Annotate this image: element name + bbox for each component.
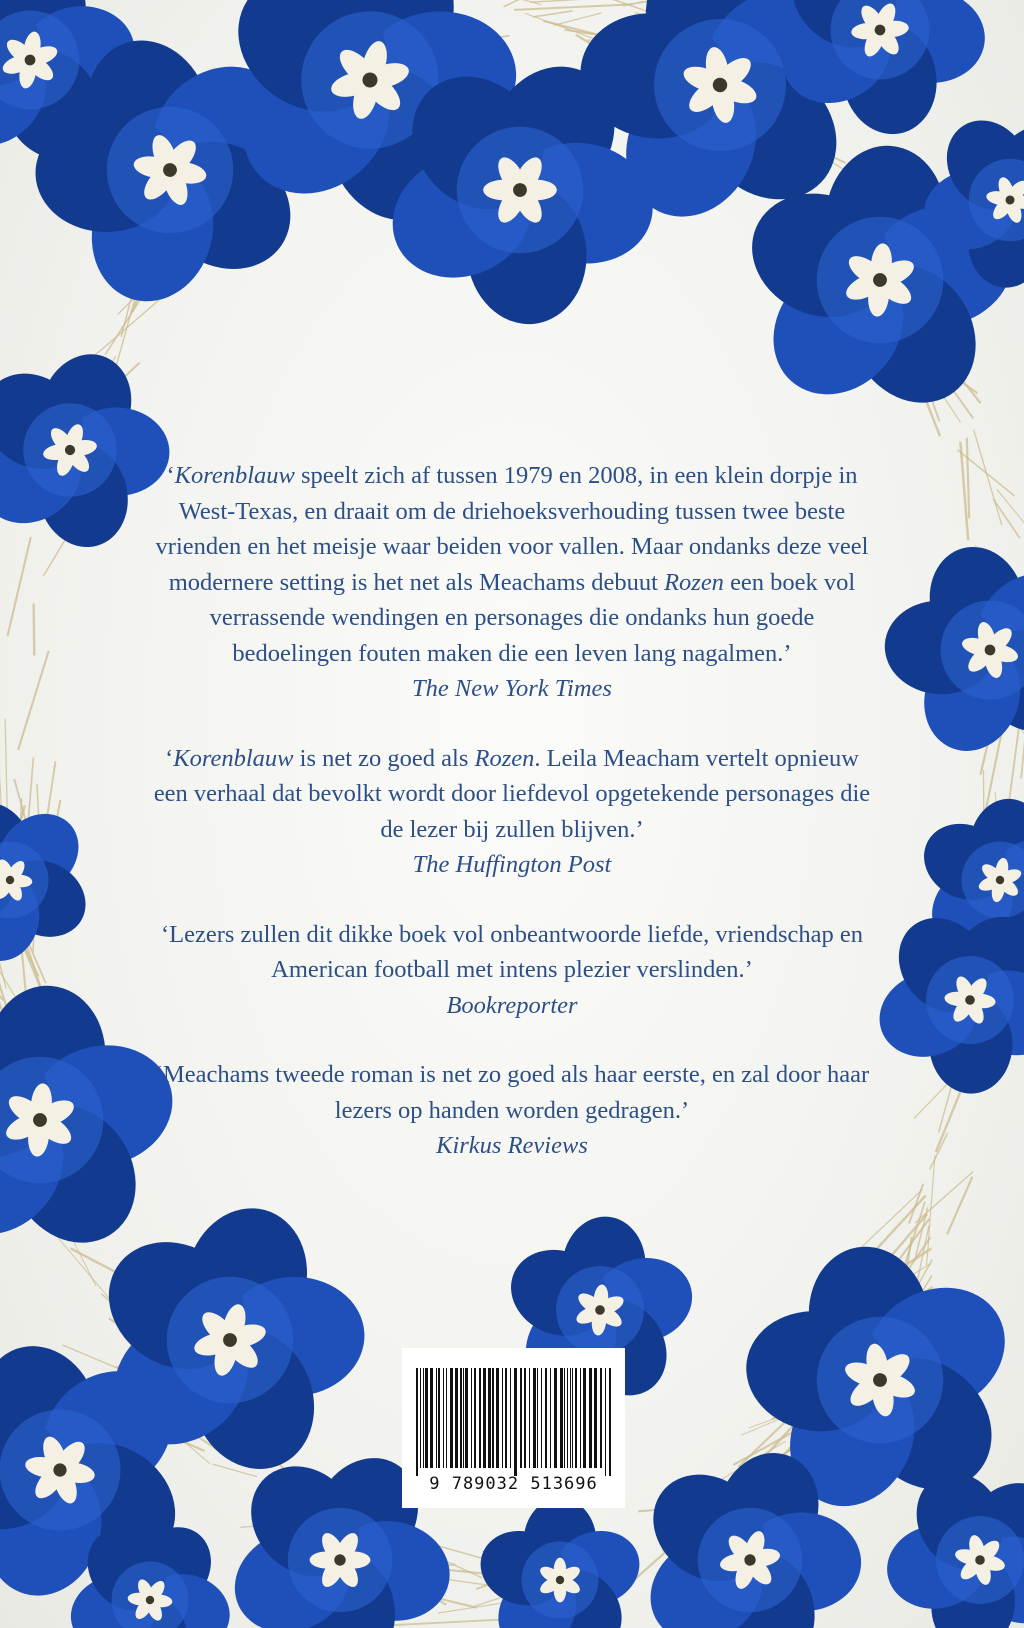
- quote-source: Bookreporter: [446, 991, 578, 1019]
- barcode-bar: [455, 1368, 458, 1468]
- barcode-bar: [446, 1368, 447, 1468]
- barcode-bar: [514, 1368, 517, 1476]
- quote-source: The Huffington Post: [412, 851, 612, 878]
- barcode-bar: [541, 1368, 542, 1468]
- barcode-bar: [605, 1368, 606, 1476]
- barcode-bar: [505, 1368, 507, 1468]
- quote-run: ‘Meachams tweede roman is net zo goed als haar eerste, en zal door haar lezers op handen worden gedragen.’: [154, 1061, 870, 1124]
- straw-strand: [947, 1177, 972, 1234]
- barcode-bar: [502, 1368, 503, 1468]
- straw-strand: [993, 499, 1020, 538]
- barcode-bar: [438, 1368, 440, 1468]
- quote-bookreporter: [150, 917, 874, 1024]
- barcode-bar: [567, 1368, 568, 1468]
- quote-text: [150, 458, 874, 671]
- barcode-bar: [609, 1368, 611, 1476]
- barcode-bar: [583, 1368, 586, 1468]
- barcode-bar: [575, 1368, 577, 1468]
- straw-strand: [514, 5, 624, 10]
- quote-run: speelt zich af tussen 1979 en 2008, in een klein dorpje in West-Texas, en draait om de driehoeksverhouding tussen twee beste vrienden en het meisje waar beiden voor vallen. Maar ondanks deze veel modernere setting is het net als Meachams debuut: [155, 462, 869, 596]
- barcode-digits: 9 789032 513696: [429, 1474, 598, 1494]
- quote-source: Kirkus Reviews: [436, 1132, 588, 1159]
- quote-run: ‘: [166, 462, 175, 489]
- barcode-bar: [450, 1368, 453, 1468]
- barcode-bar: [443, 1368, 444, 1468]
- barcode-bar: [465, 1368, 468, 1468]
- review-quotes: [150, 458, 874, 1198]
- barcode-bar: [570, 1368, 571, 1468]
- straw-strand: [8, 537, 31, 636]
- isbn-barcode: [402, 1348, 625, 1508]
- barcode-bar: [488, 1368, 491, 1468]
- barcode-bar: [550, 1368, 551, 1468]
- barcode-bar: [510, 1368, 511, 1468]
- straw-strand: [0, 757, 2, 813]
- quote-run: een boek vol verrassende wendingen en personages die ondanks hun goede bedoelingen fouten maken die een leven lang nagalmen.’: [209, 568, 856, 667]
- barcode-bar: [560, 1368, 563, 1468]
- barcode-bar: [554, 1368, 557, 1468]
- barcode-bar: [564, 1368, 565, 1468]
- flower-eye: [556, 1576, 564, 1584]
- straw-strand: [930, 1133, 948, 1170]
- barcode-bar: [529, 1368, 530, 1468]
- barcode-bar: [430, 1368, 433, 1468]
- book-title: Rozen: [664, 568, 724, 596]
- barcode-bar: [471, 1368, 472, 1468]
- barcode-bar: [474, 1368, 476, 1468]
- barcode-bars: [414, 1368, 613, 1476]
- straw-strand: [967, 438, 969, 519]
- barcode-bar: [533, 1368, 536, 1468]
- barcode-bar: [600, 1368, 602, 1468]
- barcode-bar: [460, 1368, 462, 1468]
- barcode-bar: [423, 1368, 424, 1468]
- quote-run: ‘: [165, 744, 174, 772]
- straw-strand: [389, 1619, 505, 1625]
- flower: [471, 1498, 649, 1628]
- barcode-bar: [545, 1368, 547, 1468]
- straw-strand: [34, 604, 35, 656]
- book-title: Korenblauw: [174, 462, 295, 489]
- barcode-bar: [589, 1368, 592, 1468]
- barcode-bar: [463, 1368, 464, 1468]
- barcode-bar: [492, 1368, 494, 1468]
- straw-strand: [18, 651, 49, 750]
- flower: [0, 768, 128, 997]
- barcode-bar: [580, 1368, 581, 1468]
- barcode-bar: [416, 1368, 418, 1476]
- quote-huffington: [150, 741, 874, 883]
- quote-text: [150, 741, 874, 848]
- barcode-bar: [436, 1368, 437, 1468]
- quote-run: ‘Lezers zullen dit dikke boek vol onbeantwoorde liefde, vriendschap en American football met intens plezier verslinden.’: [160, 920, 864, 983]
- barcode-bar: [483, 1368, 486, 1468]
- barcode-bar: [479, 1368, 481, 1468]
- barcode-bar: [594, 1368, 597, 1468]
- quote-kirkus: [150, 1057, 874, 1164]
- barcode-bar: [524, 1368, 526, 1468]
- straw-strand: [974, 430, 1002, 525]
- quote-run: is net zo goed als: [293, 744, 475, 772]
- barcode-bar: [425, 1368, 428, 1468]
- barcode-bar: [537, 1368, 538, 1468]
- barcode-bar: [572, 1368, 573, 1468]
- quote-nyt: [150, 458, 874, 707]
- straw-strand: [533, 11, 573, 17]
- barcode-bar: [520, 1368, 522, 1468]
- quote-text: [150, 917, 874, 988]
- quote-text: [150, 1057, 874, 1128]
- book-title: Korenblauw: [173, 744, 294, 772]
- barcode-bar: [496, 1368, 499, 1468]
- book-title: Rozen: [474, 744, 535, 772]
- straw-strand: [957, 450, 1014, 496]
- straw-strand: [554, 13, 602, 25]
- quote-source: The New York Times: [412, 675, 612, 702]
- quote-run: . Leila Meacham vertelt opnieuw een verhaal dat bevolkt wordt door liefdevol opgetekende personages die de lezer bij zullen blijven.’: [153, 744, 871, 843]
- barcode-bar: [420, 1368, 421, 1468]
